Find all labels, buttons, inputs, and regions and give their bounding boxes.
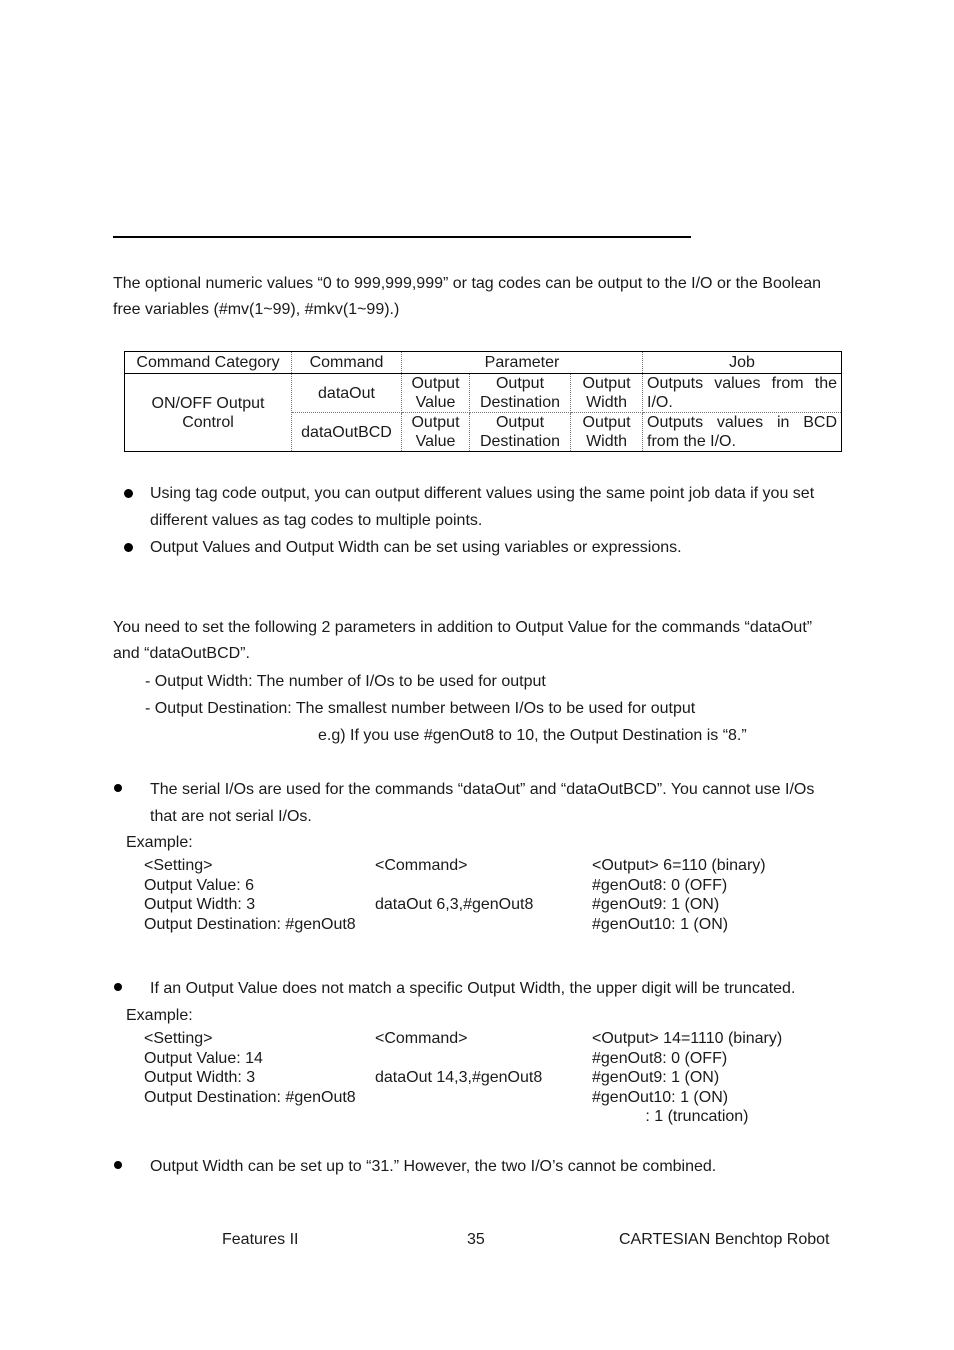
example1-command: <Command> dataOut 6,3,#genOut8 [375,857,534,914]
param-cell: Output Destination [470,374,571,413]
example2-command: <Command> dataOut 14,3,#genOut8 [375,1030,543,1087]
note-variables: Output Values and Output Width can be set using variables or expressions. [150,539,682,556]
header-job: Job [643,352,842,374]
example-label: Example: [126,834,193,851]
note-serial-io: The serial I/Os are used for the commands “dataOut” and “dataOutBCD”. You cannot use I/Os that are not serial I/Os. [150,781,815,825]
example-label: Example: [126,1007,193,1024]
note-tag-code: Using tag code output, you can output different values using the same point job data if you set different values as tag codes to multiple points. [150,485,815,529]
footer-product-name: CARTESIAN Benchtop Robot [619,1231,830,1248]
page-number: 35 [467,1231,485,1248]
example2-output: <Output> 14=1110 (binary) #genOut8: 0 (OFF) #genOut9: 1 (ON) #genOut10: 1 (ON) : 1 (truncation) [592,1030,783,1126]
bullet-icon [114,1161,122,1169]
command-cell: dataOut [292,374,402,413]
bullet-icon [114,983,122,991]
command-table [124,351,842,452]
header-command: Command [292,352,402,374]
param-cell: Output Destination [470,413,571,452]
bullet-icon [124,543,133,552]
job-cell: Outputs values in BCD from the I/O. [643,413,842,452]
param-output-destination: - Output Destination: The smallest number between I/Os to be used for output [145,700,696,717]
intro-paragraph: The optional numeric values “0 to 999,999,999” or tag codes can be output to the I/O or the Boolean free variables (#mv(1~99), #mkv(1~99).) [113,275,822,318]
param-example: e.g) If you use #genOut8 to 10, the Output Destination is “8.” [318,727,747,744]
header-command-category: Command Category [125,352,292,374]
bullet-icon [124,489,133,498]
param-intro: You need to set the following 2 parameters in addition to Output Value for the commands “dataOut” and “dataOutBCD”. [113,619,813,662]
param-cell: Output Value [402,413,470,452]
param-cell: Output Value [402,374,470,413]
param-output-width: - Output Width: The number of I/Os to be used for output [145,673,546,690]
param-cell: Output Width [571,374,643,413]
bullet-icon [114,784,122,792]
note-truncation: If an Output Value does not match a specific Output Width, the upper digit will be truncated. [150,980,796,997]
section-divider [113,236,691,238]
footer-section-title: Features II [222,1231,299,1248]
example1-output: <Output> 6=110 (binary) #genOut8: 0 (OFF) #genOut9: 1 (ON) #genOut10: 1 (ON) [592,857,766,933]
note-output-width-limit: Output Width can be set up to “31.” However, the two I/O’s cannot be combined. [150,1158,717,1175]
table-header-row [125,352,842,374]
table-row [125,374,842,413]
category-cell: ON/OFF Output Control [125,374,292,452]
job-cell: Outputs values from the I/O. [643,374,842,413]
example2-setting: <Setting> Output Value: 14 Output Width: 3 Output Destination: #genOut8 [144,1030,356,1106]
command-cell: dataOutBCD [292,413,402,452]
header-parameter: Parameter [402,352,643,374]
param-cell: Output Width [571,413,643,452]
example1-setting: <Setting> Output Value: 6 Output Width: 3 Output Destination: #genOut8 [144,857,356,933]
